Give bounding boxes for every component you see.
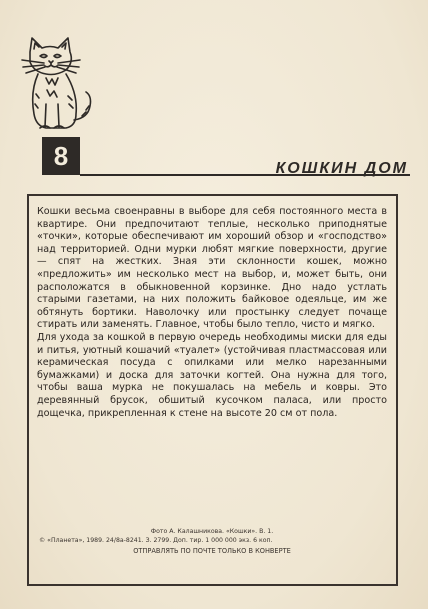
credits	[37, 527, 387, 556]
card-number-badge	[42, 137, 80, 175]
card-number: 8	[53, 140, 69, 171]
body-text	[37, 206, 387, 420]
mailing-note: ОТПРАВЛЯТЬ ПО ПОЧТЕ ТОЛЬКО В КОНВЕРТЕ	[133, 547, 291, 555]
card-title: КОШКИН ДОМ	[275, 160, 408, 177]
paragraph-2: Для ухода за кошкой в первую очередь необходимы миски для еды и питья, уютный кошачий «туалет» (устойчивая пластмассовая или керамическая посуда с опилками или мелко нарезанными бумажками) и доска для заточки когтей. Она нужна для того, чтобы ваша мурка не покушалась на мебель и ковры. Это деревянный брусок, обшитый кусочком паласа, или просто дощечка, прикрепленная к стене на высоте 20 см от пола.	[37, 331, 387, 419]
photo-credit: Фото А. Калашникова. «Кошки». В. 1.	[150, 528, 274, 535]
paragraph-1: Кошки весьма своенравны в выборе для себя постоянного места в квартире. Они предпочитают теплые, несколько приподнятые «точки», которые обеспечивают им хороший обзор и «господство» над территорией. Одни мурки любят мягкие поверхности, другие — спят на жестких. Зная эти склонности кошек, можно «предложить» им несколько мест на выбор, и, может быть, они расположатся в обыкновенной корзинке. Дно надо устлать старыми газетами, на них положить байковое одеяльце, им же обтянуть бортики. Наволочку или простынку следует почаще стирать или заменять. Главное, чтобы было тепло, чисто и мягко.	[37, 206, 387, 331]
cat-icon	[16, 34, 96, 134]
publisher-line: © «Планета», 1989. 24/8а-8241. З. 2799. Доп. тир. 1 000 000 экз. 6 коп.	[39, 537, 273, 544]
